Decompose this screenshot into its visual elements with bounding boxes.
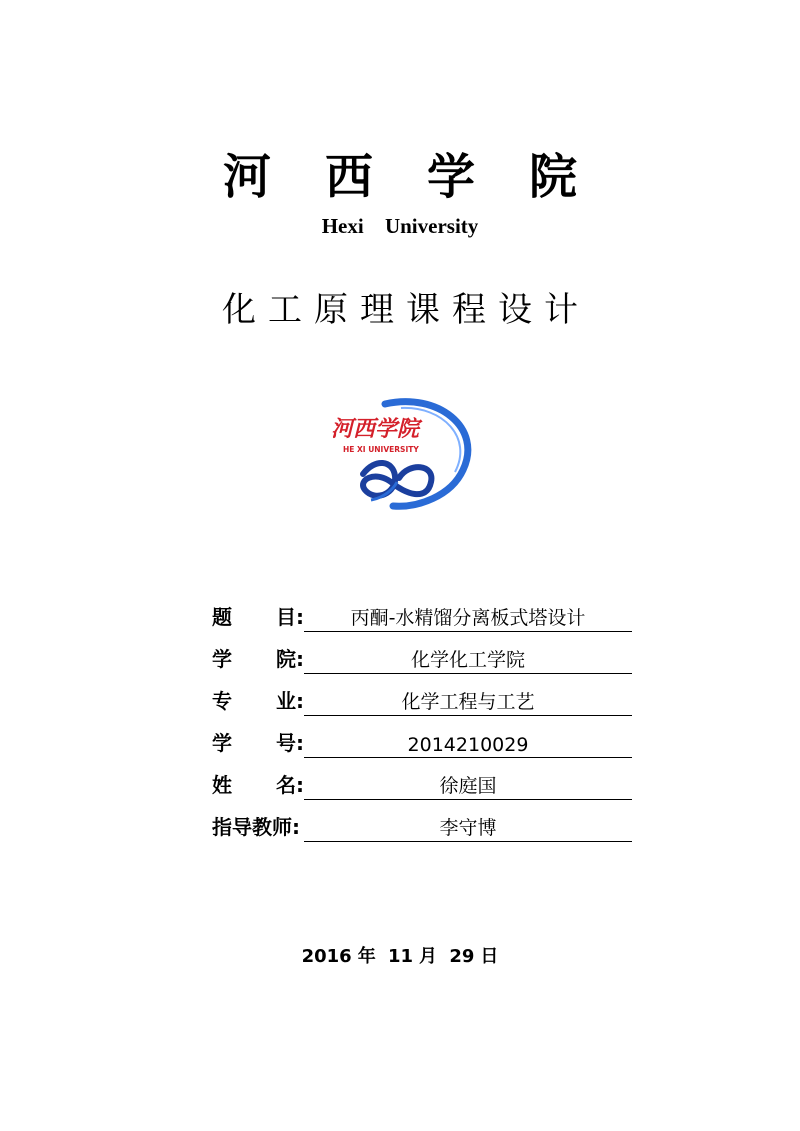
info-row-student-id [212, 716, 632, 758]
info-label: 姓 名: [212, 773, 304, 797]
info-row-major [212, 674, 632, 716]
info-label: 学 院: [212, 647, 304, 671]
university-name-en: Hexi University [321, 214, 479, 238]
student-id-value: 2014210029 [304, 726, 632, 758]
course-char: 原 [314, 290, 348, 330]
submission-date [0, 942, 800, 968]
date-year: 2016 [301, 946, 352, 967]
university-logo [323, 398, 478, 513]
info-row-title [212, 590, 632, 632]
logo-text-en: HE XI UNIVERSITY [343, 445, 419, 454]
name-value: 徐庭国 [304, 768, 632, 800]
date-month: 11 [387, 946, 414, 967]
university-char: 学 [427, 149, 476, 205]
course-char: 程 [452, 290, 486, 330]
info-label: 学 号: [212, 731, 304, 755]
date-day: 29 [449, 946, 475, 967]
course-char: 化 [222, 290, 256, 330]
course-char: 理 [360, 290, 394, 330]
info-label: 指导教师: [212, 815, 300, 839]
course-char: 课 [406, 290, 440, 330]
date-year-unit: 年 [357, 946, 376, 967]
info-row-college [212, 632, 632, 674]
course-char: 工 [268, 290, 302, 330]
university-char: 院 [529, 149, 578, 205]
logo-ribbon [363, 463, 431, 496]
major-value: 化学工程与工艺 [304, 684, 632, 716]
course-char: 设 [498, 290, 532, 330]
title-value: 丙酮-水精馏分离板式塔设计 [304, 600, 632, 632]
student-info [212, 590, 632, 842]
university-name-cn [0, 138, 800, 207]
advisor-value: 李守博 [304, 810, 632, 842]
course-title [0, 282, 800, 331]
info-row-advisor [212, 800, 632, 842]
university-char: 河 [222, 149, 271, 205]
course-char: 计 [544, 290, 578, 330]
info-label: 专 业: [212, 689, 304, 713]
university-char: 西 [324, 149, 373, 205]
college-value: 化学化工学院 [304, 642, 632, 674]
date-month-unit: 月 [419, 946, 438, 967]
info-row-name [212, 758, 632, 800]
info-label: 题 目: [212, 605, 304, 629]
date-day-unit: 日 [480, 946, 499, 967]
logo-text-cn: 河西学院 [331, 416, 420, 442]
